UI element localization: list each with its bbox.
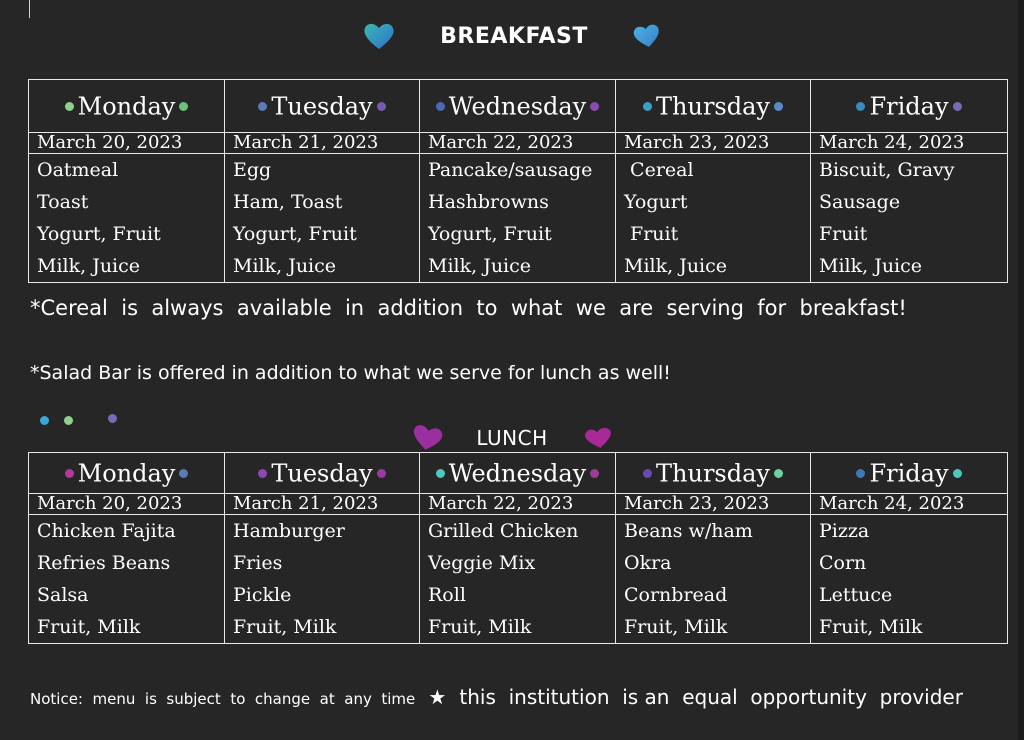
dot-icon bbox=[774, 469, 783, 478]
dot-icon bbox=[590, 469, 599, 478]
day-name: Monday bbox=[77, 92, 176, 121]
menu-item: Hamburger bbox=[233, 520, 345, 542]
day-header-friday bbox=[811, 80, 1008, 133]
menu-item: Yogurt, Fruit bbox=[37, 223, 161, 245]
date-cell: March 21, 2023 bbox=[225, 494, 420, 515]
menu-item: Fruit, Milk bbox=[233, 616, 337, 638]
page-edge bbox=[1018, 0, 1024, 740]
dot-icon bbox=[590, 102, 599, 111]
menu-item: Milk, Juice bbox=[233, 255, 337, 277]
dot-icon bbox=[258, 469, 267, 478]
blue-heart-icon bbox=[632, 24, 662, 48]
breakfast-title: BREAKFAST bbox=[440, 23, 588, 49]
menu-item: Fruit bbox=[624, 223, 679, 245]
day-name: Friday bbox=[869, 92, 949, 121]
menu-item: Sausage bbox=[819, 191, 901, 213]
menu-items-thursday bbox=[616, 154, 811, 283]
purple-heart-icon bbox=[408, 424, 448, 452]
dot-icon bbox=[436, 469, 445, 478]
day-header-monday bbox=[29, 453, 225, 494]
day-name: Thursday bbox=[656, 92, 770, 121]
menu-item: Biscuit, Gravy bbox=[819, 159, 955, 181]
equal-opportunity-text: this institution is an equal opportunity provider bbox=[459, 685, 963, 709]
dot-icon bbox=[436, 102, 445, 111]
menu-item: Cornbread bbox=[624, 584, 728, 606]
dot-icon bbox=[953, 102, 962, 111]
cereal-note: *Cereal is always available in addition to what we are serving for breakfast! bbox=[30, 296, 907, 320]
day-name: Tuesday bbox=[271, 92, 373, 121]
menu-item: Veggie Mix bbox=[428, 552, 536, 574]
menu-item: Fruit, Milk bbox=[624, 616, 728, 638]
menu-item: Grilled Chicken bbox=[428, 520, 579, 542]
menu-item: Yogurt, Fruit bbox=[428, 223, 552, 245]
day-header-thursday bbox=[616, 453, 811, 494]
menu-items-wednesday bbox=[420, 515, 616, 644]
dot-icon bbox=[108, 414, 117, 423]
dot-icon bbox=[179, 102, 188, 111]
day-header-friday bbox=[811, 453, 1008, 494]
dot-icon bbox=[953, 469, 962, 478]
dot-icon bbox=[377, 102, 386, 111]
dot-icon bbox=[643, 469, 652, 478]
menu-item: Toast bbox=[37, 191, 89, 213]
menu-item: Egg bbox=[233, 159, 272, 181]
date-cell: March 20, 2023 bbox=[29, 133, 225, 154]
date-row bbox=[29, 494, 1008, 515]
menu-item: Refries Beans bbox=[37, 552, 171, 574]
date-cell: March 22, 2023 bbox=[420, 494, 616, 515]
menu-item: Fruit bbox=[819, 223, 868, 245]
menu-item: Chicken Fajita bbox=[37, 520, 176, 542]
date-cell: March 22, 2023 bbox=[420, 133, 616, 154]
day-header-tuesday bbox=[225, 453, 420, 494]
menu-items-monday bbox=[29, 515, 225, 644]
star-icon: ★ bbox=[428, 685, 447, 709]
menu-item: Milk, Juice bbox=[624, 255, 728, 277]
menu-items-monday bbox=[29, 154, 225, 283]
menu-item: Lettuce bbox=[819, 584, 893, 606]
menu-item: Yogurt, Fruit bbox=[233, 223, 357, 245]
dot-icon bbox=[258, 102, 267, 111]
notice-text: Notice: menu is subject to change at any time bbox=[30, 690, 416, 708]
menu-item: Corn bbox=[819, 552, 867, 574]
dot-icon bbox=[774, 102, 783, 111]
date-cell: March 24, 2023 bbox=[811, 133, 1008, 154]
menu-item: Pizza bbox=[819, 520, 870, 542]
menu-items-friday bbox=[811, 515, 1008, 644]
dot-icon bbox=[65, 469, 74, 478]
lunch-title: LUNCH bbox=[476, 426, 548, 450]
day-header-wednesday bbox=[420, 453, 616, 494]
day-name: Thursday bbox=[656, 459, 770, 488]
lunch-header bbox=[0, 424, 1024, 452]
breakfast-header bbox=[0, 22, 1024, 50]
day-name: Wednesday bbox=[448, 92, 587, 121]
menu-item: Pancake/sausage bbox=[428, 159, 593, 181]
menu-item: Ham, Toast bbox=[233, 191, 343, 213]
day-header-row bbox=[29, 453, 1008, 494]
day-name: Monday bbox=[77, 459, 176, 488]
day-header-monday bbox=[29, 80, 225, 133]
lunch-table bbox=[28, 452, 1008, 644]
menu-item: Roll bbox=[428, 584, 466, 606]
menu-items-tuesday bbox=[225, 515, 420, 644]
date-cell: March 23, 2023 bbox=[616, 494, 811, 515]
menu-item: Okra bbox=[624, 552, 672, 574]
menu-items-wednesday bbox=[420, 154, 616, 283]
menu-item: Hashbrowns bbox=[428, 191, 549, 213]
day-header-tuesday bbox=[225, 80, 420, 133]
dot-icon bbox=[856, 469, 865, 478]
day-name: Friday bbox=[869, 459, 949, 488]
menu-item: Pickle bbox=[233, 584, 292, 606]
dot-icon bbox=[856, 102, 865, 111]
menu-item: Yogurt bbox=[624, 191, 688, 213]
blue-heart-icon bbox=[362, 22, 396, 50]
day-name: Wednesday bbox=[448, 459, 587, 488]
menu-item: Milk, Juice bbox=[37, 255, 141, 277]
menu-items-thursday bbox=[616, 515, 811, 644]
dot-icon bbox=[65, 102, 74, 111]
menu-item: Milk, Juice bbox=[819, 255, 923, 277]
items-row bbox=[29, 515, 1008, 644]
menu-items-friday bbox=[811, 154, 1008, 283]
date-cell: March 20, 2023 bbox=[29, 494, 225, 515]
breakfast-table bbox=[28, 79, 1008, 283]
date-cell: March 24, 2023 bbox=[811, 494, 1008, 515]
menu-item: Fruit, Milk bbox=[819, 616, 923, 638]
text-cursor bbox=[29, 0, 30, 18]
purple-heart-icon bbox=[582, 426, 616, 450]
menu-item: Salsa bbox=[37, 584, 89, 606]
dot-icon bbox=[179, 469, 188, 478]
day-name: Tuesday bbox=[271, 459, 373, 488]
items-row bbox=[29, 154, 1008, 283]
day-header-wednesday bbox=[420, 80, 616, 133]
footer-notice bbox=[30, 685, 963, 709]
salad-bar-note: *Salad Bar is offered in addition to what we serve for lunch as well! bbox=[30, 362, 671, 384]
day-header-row bbox=[29, 80, 1008, 133]
date-cell: March 21, 2023 bbox=[225, 133, 420, 154]
menu-item: Beans w/ham bbox=[624, 520, 753, 542]
menu-item: Milk, Juice bbox=[428, 255, 532, 277]
date-cell: March 23, 2023 bbox=[616, 133, 811, 154]
menu-item: Fries bbox=[233, 552, 283, 574]
dot-icon bbox=[643, 102, 652, 111]
dot-icon bbox=[377, 469, 386, 478]
date-row bbox=[29, 133, 1008, 154]
menu-items-tuesday bbox=[225, 154, 420, 283]
menu-item: Fruit, Milk bbox=[37, 616, 141, 638]
menu-item: Cereal bbox=[624, 159, 694, 181]
menu-item: Fruit, Milk bbox=[428, 616, 532, 638]
menu-item: Oatmeal bbox=[37, 159, 119, 181]
day-header-thursday bbox=[616, 80, 811, 133]
